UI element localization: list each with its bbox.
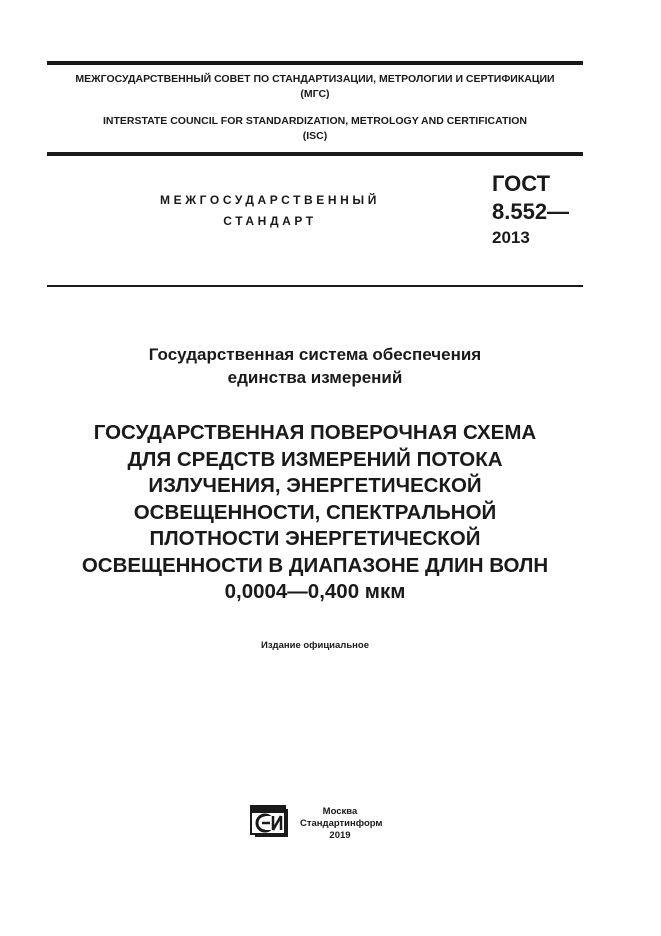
series-line2: единства измерений [227,368,403,387]
document-title [30,420,600,606]
series-title [47,343,583,389]
publisher-city: Москва [322,806,358,817]
council-en-line1: INTERSTATE COUNCIL FOR STANDARDIZATION, METROLOGY AND CERTIFICATION [102,115,528,127]
publisher-year: 2019 [329,830,351,841]
standard-type [100,190,440,232]
title-line: ОСВЕЩЕННОСТИ, СПЕКТРАЛЬНОЙ [133,500,497,524]
title-line: 0,0004—0,400 мкм [224,580,406,603]
council-ru-line2: (МГС) [300,88,330,100]
publisher-name: Стандартинформ [300,818,383,829]
publisher-info [300,806,383,842]
council-name-en [47,114,583,144]
designation-line3: 2013 [492,228,530,247]
series-line1: Государственная система обеспечения [148,345,482,364]
title-line: ДЛЯ СРЕДСТВ ИЗМЕРЕНИЙ ПОТОКА [127,447,503,471]
edition-note: Издание официальное [261,640,369,651]
council-en-line2: (ISC) [302,130,328,142]
standard-type-line2: СТАНДАРТ [223,214,317,228]
designation-line2: 8.552— [492,199,570,224]
title-line: ИЗЛУЧЕНИЯ, ЭНЕРГЕТИЧЕСКОЙ [148,474,482,497]
standard-designation [492,170,569,250]
council-ru-line1: МЕЖГОСУДАРСТВЕННЫЙ СОВЕТ ПО СТАНДАРТИЗАЦИИ, МЕТРОЛОГИИ И СЕРТИФИКАЦИИ [75,73,555,85]
designation-line1: ГОСТ [492,171,551,196]
designation-rule [47,285,583,287]
title-line: ПЛОТНОСТИ ЭНЕРГЕТИЧЕСКОЙ [149,527,481,550]
council-name-ru [47,72,583,102]
title-line: ГОСУДАРСТВЕННАЯ ПОВЕРОЧНАЯ СХЕМА [93,421,537,444]
top-rule [47,61,583,65]
title-line: ОСВЕЩЕННОСТИ В ДИАПАЗОНЕ ДЛИН ВОЛН [81,553,549,577]
header-bottom-rule [47,152,583,156]
standard-type-line1: МЕЖГОСУДАРСТВЕННЫЙ [160,193,380,207]
standartinform-logo-icon [249,803,291,837]
